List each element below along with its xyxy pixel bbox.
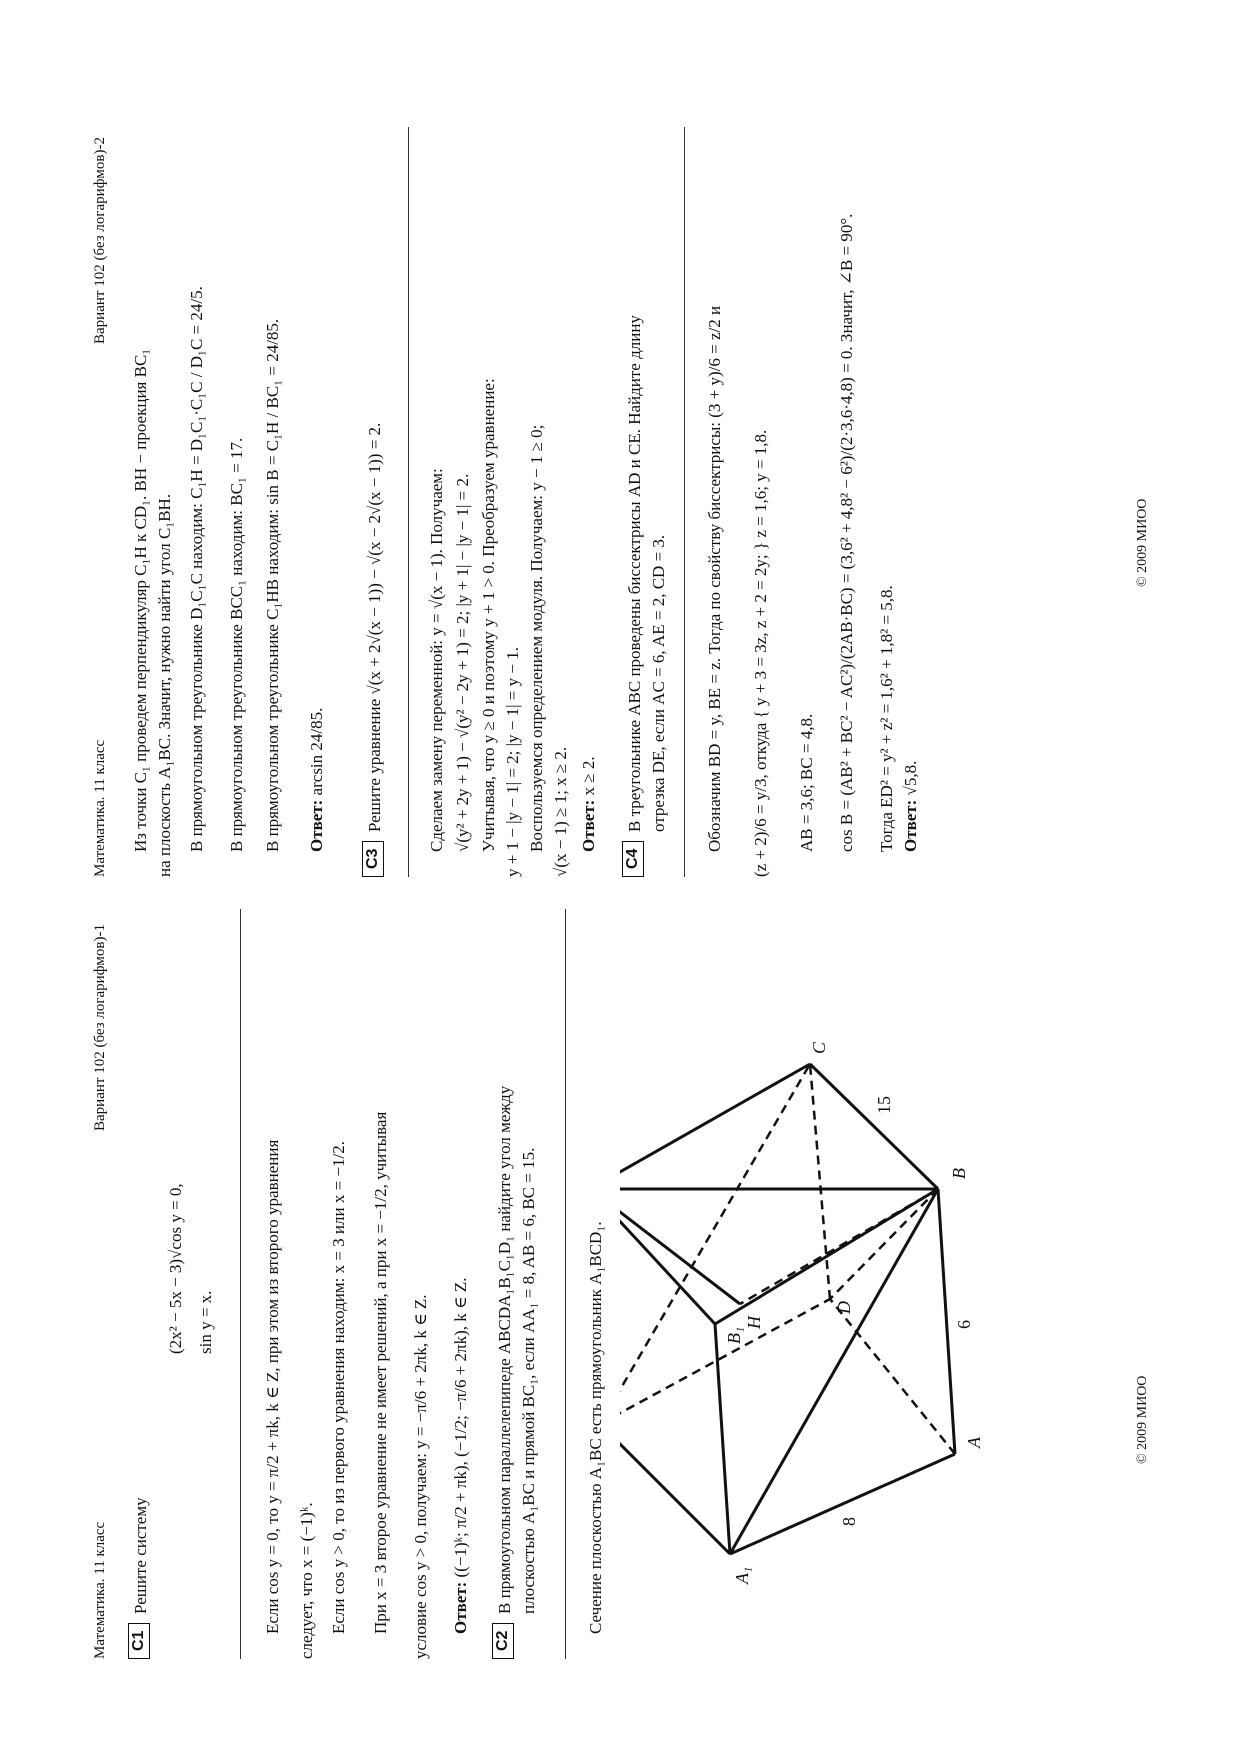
answer-label: Ответ: [579, 799, 598, 852]
c4-answer [900, 761, 922, 852]
edge-a-d [830, 1299, 955, 1454]
header-subject: Математика. 11 класс [92, 739, 108, 877]
c1-task: Решите систему [131, 1497, 150, 1614]
c1-solution-4: При x = 3 второе уравнение не имеет решений, а при x = −1/2, учитывая [371, 1111, 390, 1634]
answer-value: ((−1)ᵏ; π/2 + πk), (−1/2; −π/6 + 2πk), k ∈ Z. [451, 1277, 470, 1578]
edge-b1-b [715, 1189, 938, 1324]
footer-copyright: © 2009 МИОО [1135, 498, 1150, 587]
edge-c1-c [620, 1064, 810, 1189]
header-subject: Математика. 11 класс [92, 1521, 108, 1659]
edge-a1-a [730, 1454, 955, 1554]
c3-solution-4: y + 1 − |y − 1| = 2; |y − 1| = y − 1. [503, 647, 522, 877]
c4-task-1: В треугольнике ABC проведены биссектрисы AD и CE. Найдите длину [625, 315, 644, 832]
separator [684, 127, 685, 877]
footer-copyright: © 2009 МИОО [1135, 1375, 1150, 1464]
task-label-c2: C2 [492, 1623, 514, 1659]
edge-a1-b [730, 1189, 938, 1554]
c2-solution-6: В прямоугольном треугольнике C₁HB находим: sin B = C₁H / BC₁ = 24/85. [263, 318, 282, 852]
c1-solution-1: Если cos y = 0, то y = π/2 + πk, k ∈ Z, при этом из второго уравнения [263, 1139, 282, 1634]
answer-value: x ≥ 2. [579, 756, 598, 796]
c1-system-line2: sin y = x. [196, 1290, 215, 1354]
c3-answer [578, 756, 600, 852]
separator [240, 909, 241, 1659]
c1-system-line1: (2x² − 5x − 3)√cos y = 0, [166, 1183, 185, 1354]
c3-solution-1: Сделаем замену переменной: y = √(x − 1). Получаем: [427, 468, 446, 852]
c4-task-2: отрезка DE, если AC = 6, AE = 2, CD = 3. [649, 534, 668, 832]
vertex-d-label: D [834, 1301, 854, 1314]
vertex-b-label: B [949, 1168, 969, 1179]
header-variant: Вариант 102 (без логарифмов)-2 [92, 137, 108, 344]
separator [408, 127, 409, 877]
vertex-a1-label: A₁ [732, 1566, 752, 1584]
c2-task-2: плоскостью A₁BC и прямой BC₁, если AA₁ = 8, AB = 6, BC = 15. [519, 1147, 538, 1614]
c2-solution-3: на плоскость A₁BC. Значит, нужно найти угол C₁BH. [155, 493, 174, 877]
c2-solution-2: Из точки C₁ проведем перпендикуляр C₁H к CD₁. BH − проекция BC₁ [131, 348, 150, 852]
edge-length-bc: 15 [874, 1096, 894, 1114]
c4-solution-3: AB = 3,6; BC = 4,8. [797, 713, 816, 852]
c4-solution-4: cos B = (AB² + BC² − AC²)/(2AB·BC) = (3,6² + 4,8² − 6²)/(2·3,6·4,8) = 0. Значит, ∠B = 90°. [837, 213, 856, 852]
c3-solution-3: Учитывая, что y ≥ 0 и поэтому y + 1 > 0. Преобразуем уравнение: [479, 378, 498, 852]
answer-label: Ответ: [901, 799, 920, 852]
c3-solution-5: Воспользуемся определением модуля. Получаем: y − 1 ≥ 0; [527, 424, 546, 852]
vertex-b1-label: B₁ [724, 1326, 744, 1344]
vertex-a-label: A [964, 1437, 984, 1448]
c2-answer [306, 708, 328, 852]
c1-answer [450, 1278, 472, 1635]
edge-b-h [740, 1189, 938, 1304]
answer-label: Ответ: [307, 799, 326, 852]
answer-value: √5,8. [901, 760, 920, 796]
vertex-c-label: C [809, 1041, 829, 1054]
c1-solution-3: Если cos y > 0, то из первого уравнения находим: x = 3 или x = −1/2. [329, 1140, 348, 1634]
c2-solution-5: В прямоугольном треугольнике BCC₁ находим: BC₁ = 17. [227, 437, 246, 852]
page-left [0, 877, 1239, 1754]
edge-length-ab: 6 [954, 1320, 974, 1329]
separator [565, 909, 566, 1659]
edge-a1-d1 [620, 1424, 730, 1554]
edge-b-c [810, 1064, 938, 1189]
task-label-c3: C3 [362, 841, 384, 877]
c3-solution-6: √(x − 1) ≥ 1; x ≥ 2. [551, 746, 570, 877]
c1-solution-5: условие cos y > 0, получаем: y = −π/6 + 2πk, k ∈ Z. [411, 1294, 430, 1659]
edge-length-aa1: 8 [839, 1517, 859, 1526]
task-label-c1: C1 [128, 1623, 150, 1659]
c2-solution-4: В прямоугольном треугольнике D₁C₁C находим: C₁H = D₁C₁·C₁C / D₁C = 24/5. [187, 286, 206, 852]
point-h-label: H [744, 1316, 764, 1329]
c4-solution-1: Обозначим BD = y, BE = z. Тогда по свойству биссектрисы: (3 + y)/6 = z/2 и [705, 305, 724, 852]
task-label-c4: C4 [622, 841, 644, 877]
c4-solution-2: (z + 2)/6 = y/3, откуда { y + 3 = 3z, z + 2 = 2y; } z = 1,6; y = 1,8. [751, 429, 770, 877]
c4-solution-5: Тогда ED² = y² + z² = 1,6² + 1,8² = 5,8. [877, 585, 896, 852]
answer-label: Ответ: [451, 1581, 470, 1634]
c3-solution-2: √(y² + 2y + 1) − √(y² − 2y + 1) = 2; |y + 1| − |y − 1| = 2. [453, 473, 472, 852]
header-variant: Вариант 102 (без логарифмов)-1 [92, 924, 108, 1131]
c2-solution-1: Сечение плоскостью A₁BC есть прямоугольник A₁BCD₁. [586, 1221, 605, 1634]
c1-solution-2: следует, что x = (−1)ᵏ. [297, 1502, 316, 1659]
edge-a-b [938, 1189, 955, 1454]
answer-value: arcsin 24/85. [307, 707, 326, 796]
c2-task-1: В прямоугольном параллелепипеде ABCDA₁B₁C₁D₁ найдите угол между [495, 1085, 514, 1614]
edge-b1-c1 [620, 1189, 715, 1324]
parallelepiped-figure [620, 934, 1120, 1634]
c3-task: Решите уравнение √(x + 2√(x − 1)) − √(x − 2√(x − 1)) = 2. [365, 422, 384, 832]
